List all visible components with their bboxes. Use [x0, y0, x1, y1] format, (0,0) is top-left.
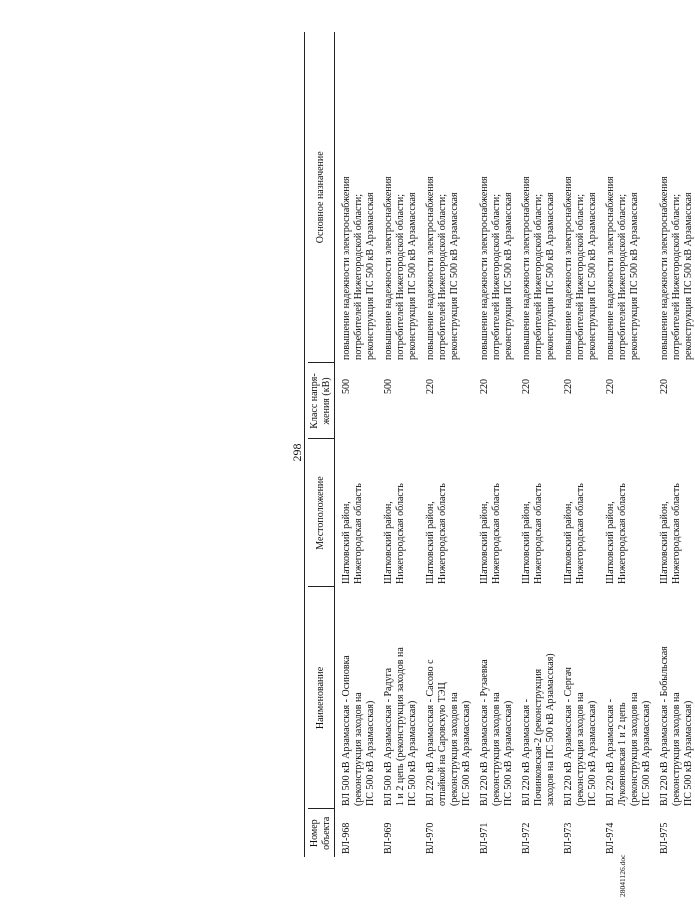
cell-location	[515, 439, 557, 587]
cell-purpose	[599, 32, 653, 363]
cell-purpose-line: повышение надежности электроснабжения	[479, 176, 490, 360]
table-body	[335, 32, 695, 857]
cell-object-number: ВЛ-973	[563, 822, 574, 854]
page-number: 298	[290, 443, 304, 462]
cell-name	[653, 587, 695, 809]
cell-purpose-line: реконструкция ПС 500 кВ Арзамасская	[545, 192, 556, 360]
cell-location	[599, 439, 653, 587]
cell-purpose-line: повышение надежности электроснабжения	[425, 176, 436, 360]
cell-name-line: ПС 500 кВ Арзамасская)	[461, 700, 472, 806]
table-header-row	[308, 32, 335, 857]
table-row	[653, 32, 695, 857]
cell-name-line: ВЛ 500 кВ Арзамасская - Радуга	[383, 667, 394, 806]
cell-purpose-line: реконструкция ПС 500 кВ Арзамасская	[587, 192, 598, 360]
cell-location-line: Нижегородская область	[671, 483, 682, 584]
cell-location-line: Шатковский район,	[425, 501, 436, 584]
cell-name-line: Лукояновская 1 и 2 цепь	[617, 702, 628, 806]
cell-name-line: отпайкой на Саровскую ТЭЦ	[437, 682, 448, 806]
cell-purpose-line: реконструкция ПС 500 кВ Арзамасская	[503, 192, 514, 360]
cell-location	[335, 439, 378, 587]
cell-purpose-line: реконструкция ПС 500 кВ Арзамасская	[629, 192, 640, 360]
cell-purpose-line: потребителей Нижегородской области;	[353, 194, 364, 360]
cell-purpose-line: повышение надежности электроснабжения	[521, 176, 532, 360]
cell-name	[473, 587, 515, 809]
cell-voltage: 220	[563, 379, 574, 394]
cell-purpose-line: потребителей Нижегородской области;	[437, 194, 448, 360]
cell-location-line: Шатковский район,	[479, 501, 490, 584]
cell-name-line: ПС 500 кВ Арзамасская)	[587, 700, 598, 806]
cell-purpose-line: потребителей Нижегородской области;	[575, 194, 586, 360]
cell-purpose-line: реконструкция ПС 500 кВ Арзамасская	[683, 192, 694, 360]
cell-location	[557, 439, 599, 587]
cell-location-line: Шатковский район,	[659, 501, 670, 584]
cell-location-line: Нижегородская область	[437, 483, 448, 584]
cell-purpose-line: повышение надежности электроснабжения	[341, 176, 352, 360]
objects-table	[308, 32, 695, 857]
cell-location-line: Шатковский район,	[383, 501, 394, 584]
cell-name-line: (реконструкция заходов на	[449, 692, 460, 806]
cell-purpose-line: повышение надежности электроснабжения	[659, 176, 670, 360]
cell-name-line: (реконструкция заходов на	[353, 692, 364, 806]
cell-object-number: ВЛ-972	[521, 822, 532, 854]
cell-voltage: 500	[383, 379, 394, 394]
cell-object-number: ВЛ-971	[479, 822, 490, 854]
table-row	[335, 32, 378, 857]
cell-location-line: Нижегородская область	[491, 483, 502, 584]
header-voltage: Класс напря- жения (кВ)	[308, 363, 335, 439]
cell-name-line: ВЛ 220 кВ Арзамасская - Сергач	[563, 667, 574, 806]
cell-voltage: 220	[479, 379, 490, 394]
cell-name	[419, 587, 473, 809]
table-row	[515, 32, 557, 857]
cell-name-line: ВЛ 500 кВ Арзамасская - Осиновка	[341, 655, 352, 806]
cell-purpose	[419, 32, 473, 363]
header-number: Номер объекта	[308, 809, 335, 857]
table-top-rule	[304, 32, 305, 857]
cell-name-line: (реконструкция заходов на	[575, 692, 586, 806]
cell-name-line: ВЛ 220 кВ Арзамасская -	[605, 699, 616, 806]
cell-name	[515, 587, 557, 809]
cell-name-line: ПС 500 кВ Арзамасская)	[503, 700, 514, 806]
cell-name-line: ВЛ 220 кВ Арзамасская -	[521, 699, 532, 806]
cell-name	[335, 587, 378, 809]
header-purpose: Основное назначение	[308, 32, 335, 363]
cell-name-line: Починковская-2 (реконструкция	[533, 668, 544, 806]
cell-name	[557, 587, 599, 809]
cell-location-line: Шатковский район,	[563, 501, 574, 584]
cell-object-number: ВЛ-968	[341, 822, 352, 854]
cell-object-number: ВЛ-975	[659, 822, 670, 854]
cell-name-line: (реконструкция заходов на	[491, 692, 502, 806]
cell-location-line: Нижегородская область	[353, 483, 364, 584]
cell-purpose-line: потребителей Нижегородской области;	[491, 194, 502, 360]
cell-voltage: 500	[341, 379, 352, 394]
table-row	[473, 32, 515, 857]
cell-purpose	[377, 32, 419, 363]
cell-name-line: ВЛ 220 кВ Арзамасская - Бобыльская	[659, 646, 670, 806]
cell-name-line: ПС 500 кВ Арзамасская)	[683, 700, 694, 806]
cell-purpose-line: потребителей Нижегородской области;	[671, 194, 682, 360]
cell-location	[377, 439, 419, 587]
cell-location-line: Шатковский район,	[341, 501, 352, 584]
cell-name-line: ПС 500 кВ Арзамасская)	[365, 700, 376, 806]
cell-purpose-line: повышение надежности электроснабжения	[383, 176, 394, 360]
cell-purpose	[557, 32, 599, 363]
cell-voltage: 220	[659, 379, 670, 394]
cell-object-number: ВЛ-969	[383, 822, 394, 854]
cell-purpose-line: потребителей Нижегородской области;	[617, 194, 628, 360]
cell-purpose-line: потребителей Нижегородской области;	[533, 194, 544, 360]
cell-location-line: Шатковский район,	[605, 501, 616, 584]
cell-purpose-line: повышение надежности электроснабжения	[563, 176, 574, 360]
cell-purpose-line: реконструкция ПС 500 кВ Арзамасская	[365, 192, 376, 360]
cell-name-line: ВЛ 220 кВ Арзамасская - Сасово с	[425, 659, 436, 806]
cell-name	[377, 587, 419, 809]
cell-purpose	[335, 32, 378, 363]
table-row	[557, 32, 599, 857]
cell-purpose-line: потребителей Нижегородской области;	[395, 194, 406, 360]
cell-name-line: ПС 500 кВ Арзамасская)	[641, 700, 652, 806]
cell-object-number: ВЛ-974	[605, 822, 616, 854]
cell-purpose-line: реконструкция ПС 500 кВ Арзамасская	[449, 192, 460, 360]
cell-name-line: ВЛ 220 кВ Арзамасская - Рузаевка	[479, 659, 490, 806]
cell-location-line: Нижегородская область	[395, 483, 406, 584]
cell-name-line: ПС 500 кВ Арзамасская)	[407, 700, 418, 806]
cell-purpose	[473, 32, 515, 363]
cell-location-line: Нижегородская область	[533, 483, 544, 584]
cell-location	[419, 439, 473, 587]
cell-name-line: 1 и 2 цепь (реконструкция заходов на	[395, 647, 406, 806]
cell-voltage: 220	[521, 379, 532, 394]
cell-location-line: Шатковский район,	[521, 501, 532, 584]
cell-name	[599, 587, 653, 809]
cell-name-line: (реконструкция заходов на	[629, 692, 640, 806]
cell-purpose-line: повышение надежности электроснабжения	[605, 176, 616, 360]
cell-name-line: (реконструкция заходов на	[671, 692, 682, 806]
footer-doc-code: 28041126.doc	[618, 854, 627, 897]
cell-name-line: заходов на ПС 500 кВ Арзамасская)	[545, 653, 556, 806]
header-name: Наименование	[308, 587, 335, 809]
cell-location-line: Нижегородская область	[617, 483, 628, 584]
cell-voltage: 220	[605, 379, 616, 394]
cell-object-number: ВЛ-970	[425, 822, 436, 854]
table-row	[599, 32, 653, 857]
header-location: Местоположение	[308, 439, 335, 587]
cell-purpose-line: реконструкция ПС 500 кВ Арзамасская	[407, 192, 418, 360]
cell-voltage: 220	[425, 379, 436, 394]
table-row	[419, 32, 473, 857]
cell-purpose	[653, 32, 695, 363]
cell-purpose	[515, 32, 557, 363]
cell-location	[473, 439, 515, 587]
cell-location-line: Нижегородская область	[575, 483, 586, 584]
cell-location	[653, 439, 695, 587]
table-row	[377, 32, 419, 857]
